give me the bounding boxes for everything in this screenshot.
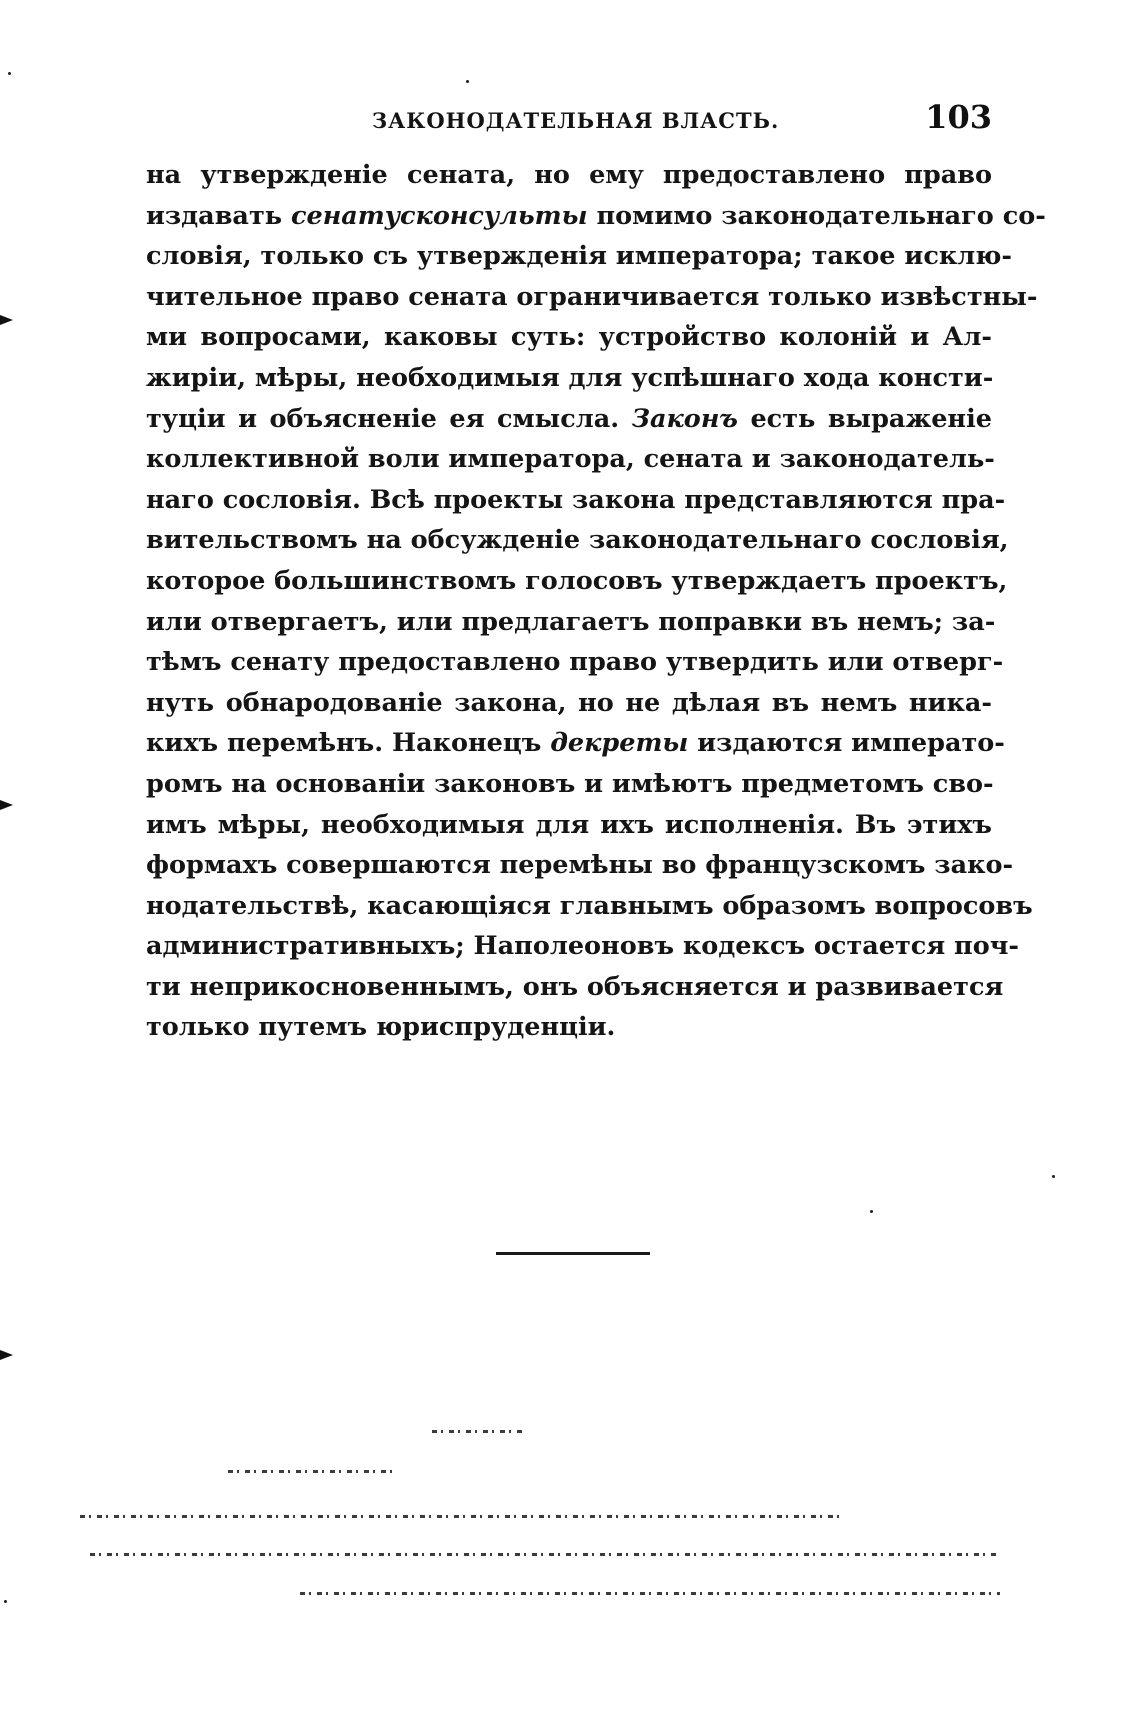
bleed-through: [432, 1430, 522, 1433]
text-line: издавать сенатусконсульты помимо законодательнаго со-: [146, 200, 1046, 231]
scan-speck: [870, 1210, 873, 1213]
text-line: или отвергаетъ, или предлагаетъ поправки въ немъ; за-: [146, 606, 996, 637]
end-rule: [496, 1252, 650, 1255]
text-line: которое большинствомъ голосовъ утверждаетъ проектъ,: [146, 565, 1008, 596]
bleed-through: [300, 1592, 1000, 1595]
text-line: имъ мѣры, необходимыя для ихъ исполненія. Въ этихъ: [146, 809, 992, 840]
text-line: нодательствѣ, касающіяся главнымъ образомъ вопросовъ: [146, 890, 1033, 921]
scan-speck: [8, 72, 11, 75]
running-head: [146, 98, 992, 138]
text-line: наго сословія. Всѣ проекты закона представляются пра-: [146, 484, 1006, 515]
text-line: ромъ на основаніи законовъ и имѣютъ предметомъ сво-: [146, 768, 994, 799]
scan-speck: [466, 80, 469, 83]
text-line: коллективной воли императора, сената и законодатель-: [146, 444, 995, 475]
text-line: на утвержденіе сената, но ему предоставлено право: [146, 160, 992, 190]
text-line: формахъ совершаются перемѣны во французскомъ зако-: [146, 850, 1014, 881]
running-title: ЗАКОНОДАТЕЛЬНАЯ ВЛАСТЬ.: [372, 108, 780, 133]
text-line: туціи и объясненіе ея смысла. Законъ есть выраженіе: [146, 403, 993, 434]
text-line: тѣмъ сенату предоставлено право утвердить или отверг-: [146, 647, 1004, 678]
bleed-through: [80, 1515, 840, 1518]
italic-term: сенатусконсульты: [290, 200, 588, 231]
text-line: чительное право сената ограничивается только извѣстны-: [146, 281, 1038, 312]
margin-mark: [0, 1350, 13, 1360]
text-line: нуть обнародованіе закона, но не дѣлая въ немъ ника-: [146, 687, 992, 718]
body-text: [146, 155, 1046, 1048]
text-line: ми вопросами, каковы суть: устройство колоній и Ал-: [146, 322, 992, 353]
text-line: административныхъ; Наполеоновъ кодексъ остается поч-: [146, 931, 1019, 962]
scan-speck: [4, 1600, 7, 1603]
italic-term: декреты: [550, 728, 689, 759]
margin-mark: [0, 800, 13, 810]
text-line: жиріи, мѣры, необходимыя для успѣшнаго хода консти-: [146, 362, 994, 393]
bleed-through: [90, 1553, 998, 1556]
scan-speck: [1052, 1175, 1055, 1178]
text-line: словія, только съ утвержденія императора; такое исклю-: [146, 241, 1012, 272]
bleed-through: [228, 1470, 398, 1473]
text-line: только путемъ юриспруденціи.: [146, 1012, 616, 1043]
text-line: ти неприкосновеннымъ, онъ объясняется и развивается: [146, 971, 1004, 1002]
margin-mark: [0, 315, 13, 325]
text-line: вительствомъ на обсужденіе законодательнаго сословія,: [146, 525, 1009, 556]
italic-term: Законъ: [631, 403, 738, 434]
page-number: 103: [925, 98, 992, 136]
text-line: кихъ перемѣнъ. Наконецъ декреты издаются императо-: [146, 728, 1005, 759]
